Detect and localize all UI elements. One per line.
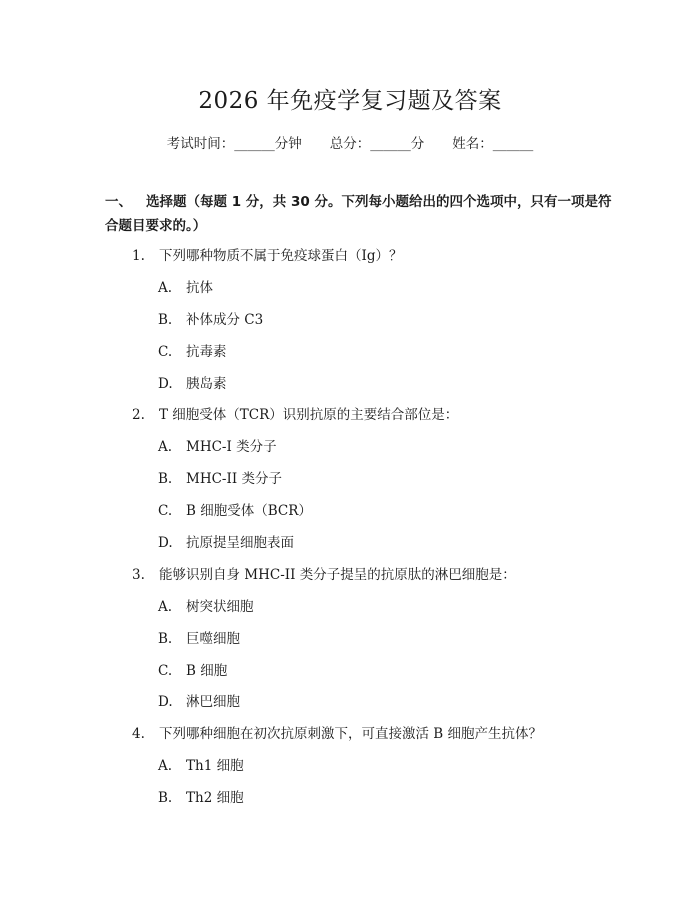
score-label: 总分： — [329, 136, 371, 152]
option-text: 胰岛素 — [186, 376, 227, 392]
section-text: 选择题（每题 1 分，共 30 分。下列每小题给出的四个选项中，只有一项是符合题目要求的。） — [105, 194, 612, 234]
option-2a — [158, 435, 277, 455]
option-text: 巨噬细胞 — [186, 631, 240, 647]
option-text: 补体成分 C3 — [186, 312, 264, 328]
question-1 — [132, 244, 402, 264]
name-blank: ______ — [492, 136, 534, 152]
option-label: D. — [158, 694, 173, 710]
section-number: 一、 — [105, 194, 132, 210]
option-text: Th1 细胞 — [186, 758, 244, 774]
option-label: A. — [158, 599, 173, 615]
option-text: B 细胞受体（BCR） — [186, 503, 312, 519]
page-title: 2026 年免疫学复习题及答案 — [198, 88, 502, 114]
section-heading — [105, 190, 615, 238]
option-1d — [158, 372, 227, 392]
option-label: C. — [158, 663, 173, 679]
option-3c — [158, 659, 227, 679]
question-text: 下列哪种物质不属于免疫球蛋白（Ig）？ — [159, 248, 403, 264]
option-label: C. — [158, 344, 173, 360]
option-label: B. — [158, 790, 173, 806]
option-label: B. — [158, 631, 173, 647]
time-unit: 分钟 — [274, 136, 302, 152]
option-label: D. — [158, 376, 173, 392]
option-2d — [158, 531, 294, 551]
question-text: 能够识别自身 MHC-II 类分子提呈的抗原肽的淋巴细胞是： — [159, 567, 516, 583]
option-3a — [158, 595, 254, 615]
option-1b — [158, 308, 263, 328]
option-text: 抗体 — [186, 280, 213, 296]
option-4b — [158, 786, 244, 806]
question-text: 下列哪种细胞在初次抗原刺激下，可直接激活 B 细胞产生抗体？ — [159, 726, 543, 742]
question-number: 2. — [132, 407, 145, 423]
option-label: A. — [158, 280, 173, 296]
option-4a — [158, 754, 244, 774]
option-text: MHC-I 类分子 — [186, 439, 277, 455]
question-number: 4. — [132, 726, 145, 742]
option-text: 淋巴细胞 — [186, 694, 240, 710]
exam-meta-line — [0, 132, 700, 152]
score-unit: 分 — [410, 136, 425, 152]
time-blank: ______ — [234, 136, 275, 152]
question-3 — [132, 563, 516, 583]
question-number: 1. — [132, 248, 145, 264]
option-1a — [158, 276, 213, 296]
question-text: T 细胞受体（TCR）识别抗原的主要结合部位是： — [159, 407, 459, 423]
option-text: B 细胞 — [186, 663, 228, 679]
option-3d — [158, 690, 240, 710]
option-text: Th2 细胞 — [186, 790, 244, 806]
score-blank: ______ — [370, 136, 411, 152]
option-label: B. — [158, 471, 173, 487]
option-label: A. — [158, 439, 173, 455]
option-1c — [158, 340, 227, 360]
question-4 — [132, 722, 542, 742]
question-2 — [132, 403, 458, 423]
option-label: D. — [158, 535, 173, 551]
option-2b — [158, 467, 282, 487]
option-text: 树突状细胞 — [186, 599, 254, 615]
option-label: A. — [158, 758, 173, 774]
option-text: MHC-II 类分子 — [186, 471, 282, 487]
option-text: 抗原提呈细胞表面 — [186, 535, 294, 551]
question-number: 3. — [132, 567, 145, 583]
option-3b — [158, 627, 240, 647]
option-label: C. — [158, 503, 173, 519]
name-label: 姓名： — [452, 136, 493, 152]
option-label: B. — [158, 312, 173, 328]
option-2c — [158, 499, 312, 519]
time-label: 考试时间： — [166, 136, 235, 152]
option-text: 抗毒素 — [186, 344, 227, 360]
